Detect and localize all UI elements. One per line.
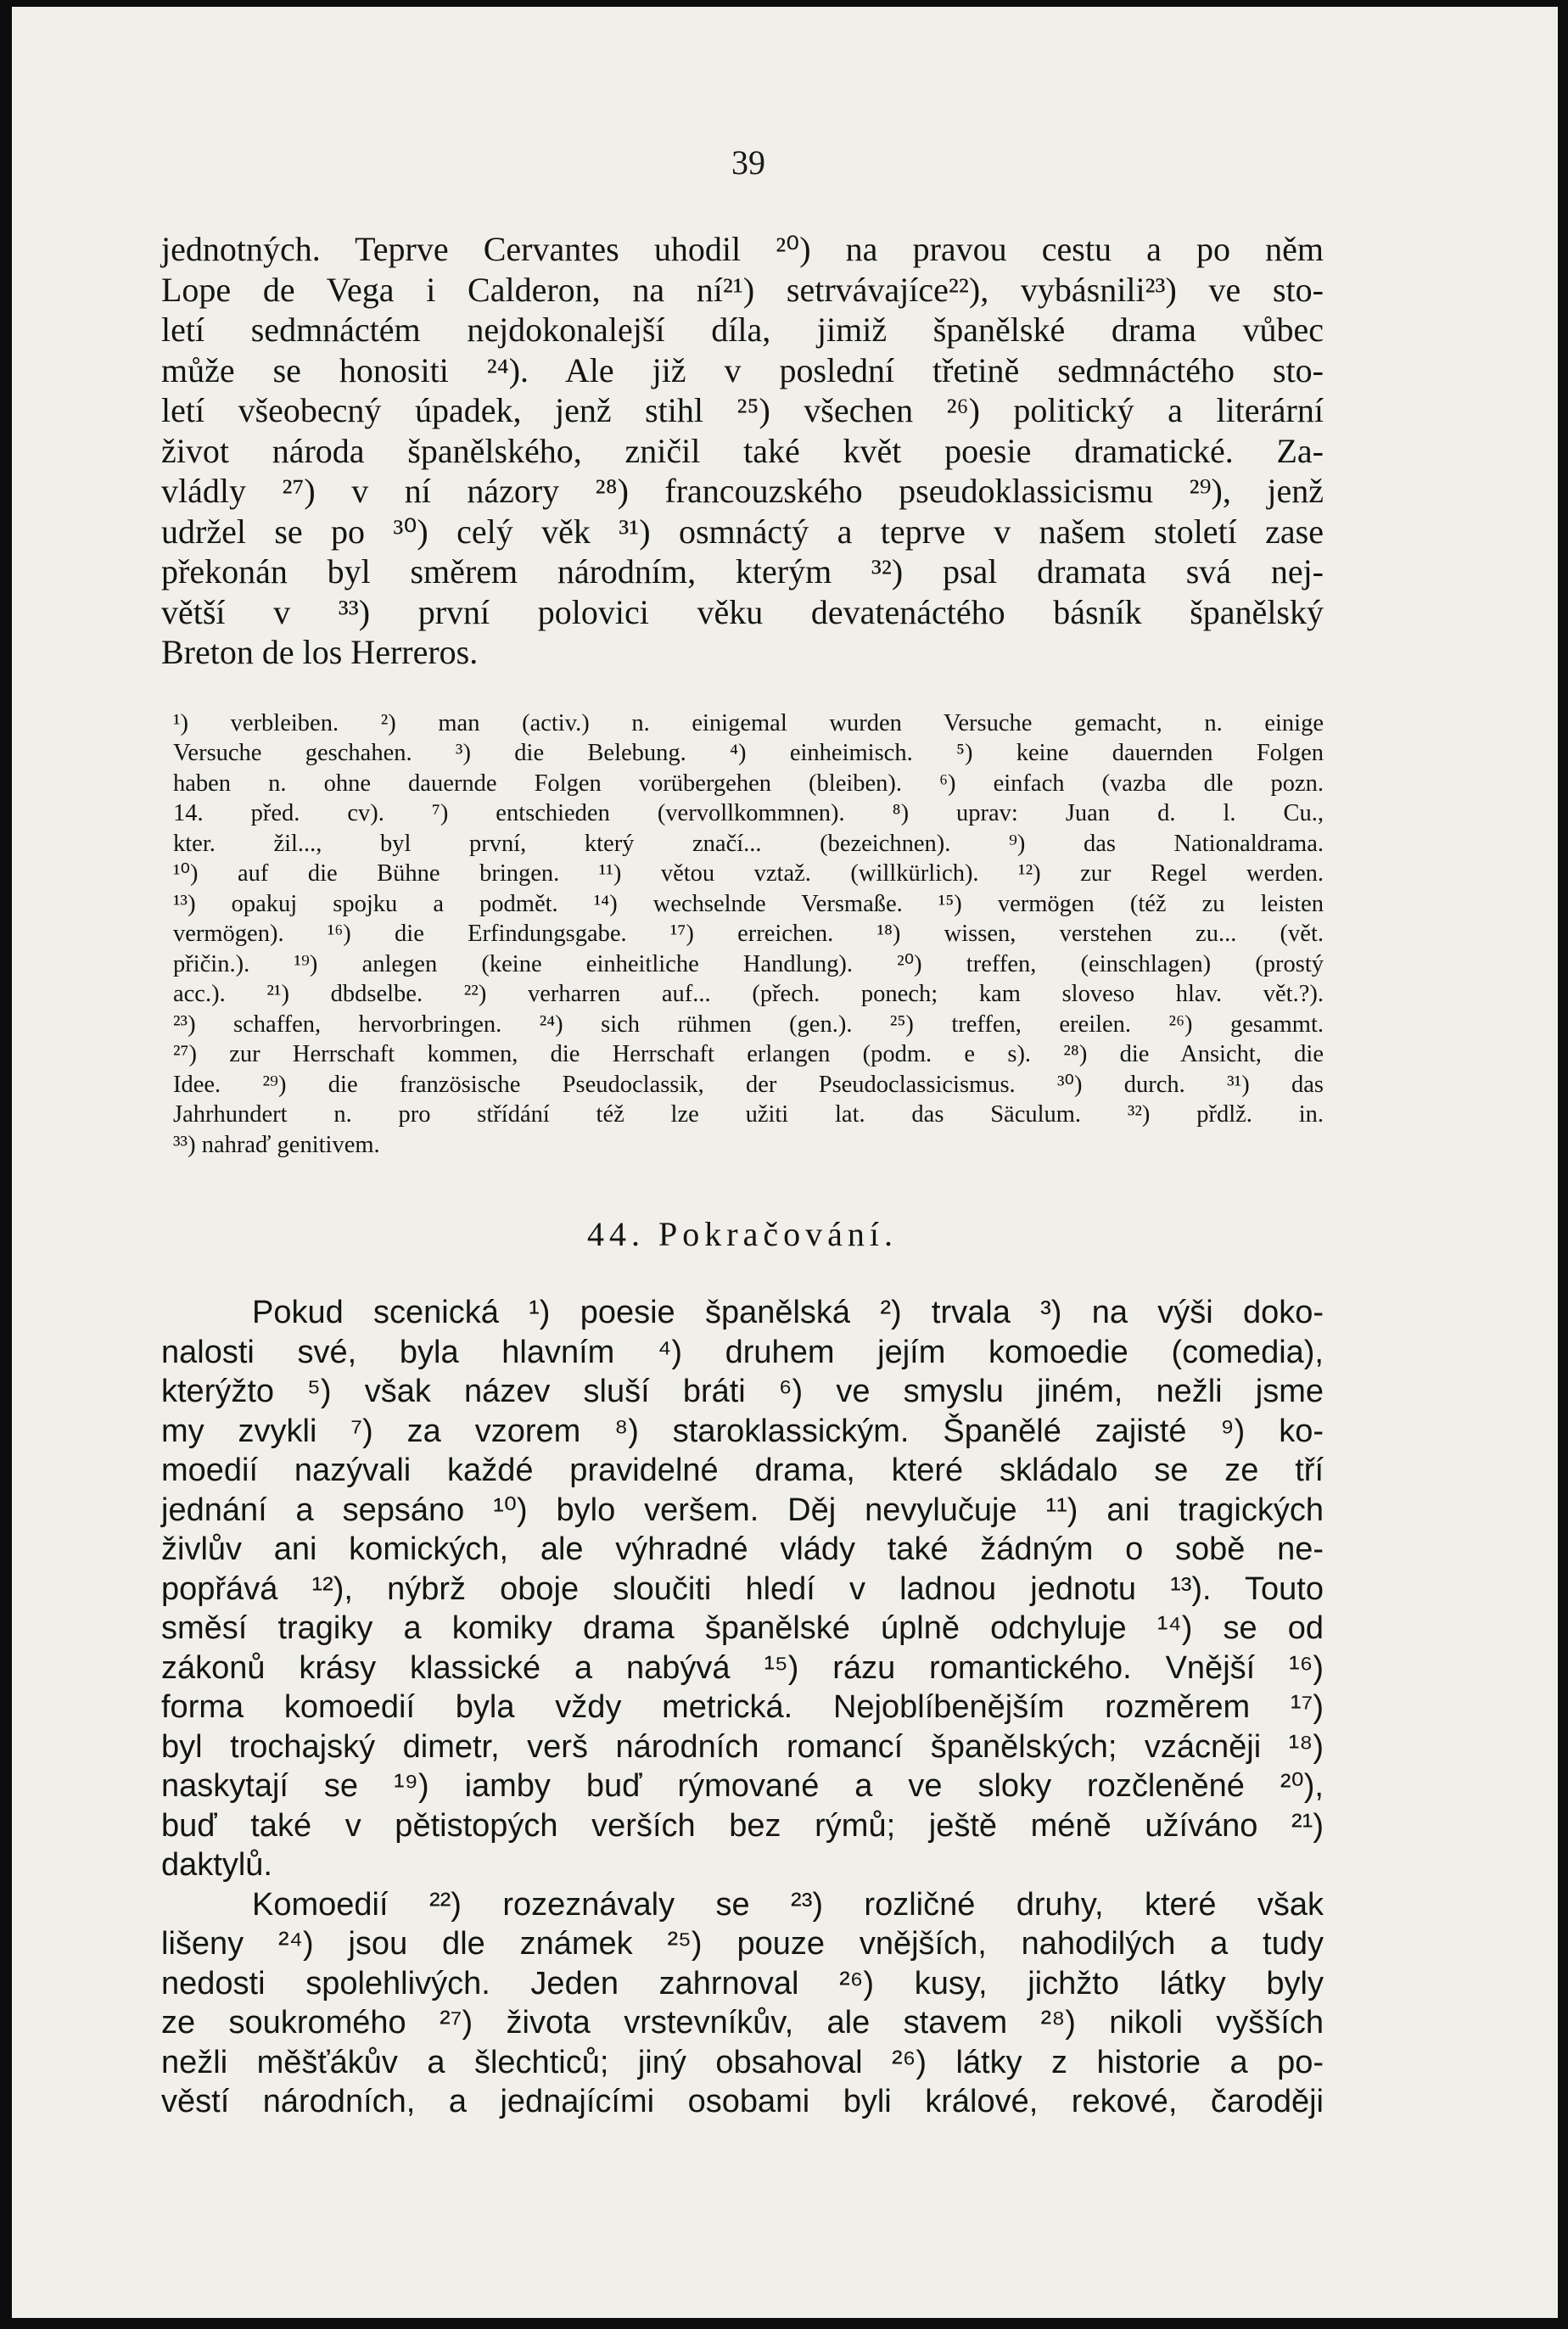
text-line: popřává ¹²), nýbrž oboje sloučiti hledí v ladnou jednotu ¹³). Touto <box>161 1570 1324 1607</box>
footnote-line: 14. před. cv). ⁷) entschieden (vervollkommnen). ⁸) uprav: Juan d. l. Cu., <box>173 800 1324 826</box>
text-line: překonán byl směrem národním, kterým ³²) psal dramata svá nej- <box>161 552 1324 591</box>
footnote-line: vermögen). ¹⁶) die Erfindungsgabe. ¹⁷) erreichen. ¹⁸) wissen, verstehen zu... (vět. <box>173 921 1324 947</box>
text-line: buď také v pětistopých verších bez rýmů; ještě méně užíváno ²¹) <box>161 1807 1324 1844</box>
footnote-line: acc.). ²¹) dbdselbe. ²²) verharren auf... (přech. ponech; kam sloveso hlav. vět.?). <box>173 981 1324 1007</box>
text-line: Pokud scenická ¹) poesie španělská ²) trvala ³) na výši doko- <box>252 1295 1324 1330</box>
text-line: moedií nazývali každé pravidelné drama, které skládalo se ze tří <box>161 1453 1324 1488</box>
text-line: věstí národních, a jednajícími osobami byli králové, rekové, čaroději <box>161 2084 1324 2119</box>
footnote-line: Versuche geschahen. ³) die Belebung. ⁴) einheimisch. ⁵) keine dauernden Folgen <box>173 740 1324 766</box>
section-heading: 44. Pokračování. <box>587 1215 898 1253</box>
main-text <box>161 229 1324 673</box>
text-line: Lope de Vega i Calderon, na ní²¹) setrvávajíce²²), vybásnili²³) ve sto- <box>161 270 1324 309</box>
text-line: větší v ³³) první polovici věku devatenáctého básník španělský <box>161 592 1324 631</box>
footnote-line: Jahrhundert n. pro střídání též lze užiti lat. das Säculum. ³²) přdlž. in. <box>173 1101 1324 1128</box>
footnote-line: ¹) verbleiben. ²) man (activ.) n. einigemal wurden Versuche gemacht, n. einige <box>173 709 1324 736</box>
footnote-line: přičin.). ¹⁹) anlegen (keine einheitliche Handlung). ²⁰) treffen, (einschlagen) (prostý <box>173 950 1324 977</box>
text-line: jednání a sepsáno ¹⁰) bylo veršem. Děj nevylučuje ¹¹) ani tragických <box>161 1492 1324 1528</box>
text-line: letí sedmnáctém nejdokonalejší díla, jimiž španělské drama vůbec <box>161 311 1324 349</box>
text-line: život národa španělského, zničil také květ poesie dramatické. Za- <box>161 431 1324 470</box>
text-line: Komoedií ²²) rozeznávaly se ²³) rozličné druhy, které však <box>252 1886 1324 1923</box>
text-line: zákonů krásy klassické a nabývá ¹⁵) rázu romantického. Vnější ¹⁶) <box>161 1649 1324 1686</box>
footnote-line: ²⁷) zur Herrschaft kommen, die Herrschaft erlangen (podm. e s). ²⁸) die Ansicht, die <box>173 1041 1324 1067</box>
footnote-line: ¹⁰) auf die Bühne bringen. ¹¹) větou vztaž. (willkürlich). ¹²) zur Regel werden. <box>173 860 1324 887</box>
text-line: může se honositi ²⁴). Ale již v poslední třetině sedmnáctého sto- <box>161 350 1324 389</box>
text-line: byl trochajský dimetr, verš národních romancí španělských; vzácněji ¹⁸) <box>161 1728 1324 1765</box>
text-line: jednotných. Teprve Cervantes uhodil ²⁰) na pravou cestu a po něm <box>161 230 1324 268</box>
footnote-line: ¹³) opakuj spojku a podmět. ¹⁴) wechselnde Versmaße. ¹⁵) vermögen (též zu leisten <box>173 890 1324 917</box>
text-line: nežli měšťákův a šlechticů; jiný obsahoval ²⁶) látky z historie a po- <box>161 2044 1324 2080</box>
text-line: forma komoedií byla vždy metrická. Nejoblíbenějším rozměrem ¹⁷) <box>161 1689 1324 1725</box>
text-line: vládly ²⁷) v ní názory ²⁸) francouzského pseudoklassicismu ²⁹), jenž <box>161 472 1324 510</box>
text-line: směsí tragiky a komiky drama španělské úplně odchyluje ¹⁴) se od <box>161 1610 1324 1646</box>
page-content <box>161 229 1324 2122</box>
text-line: naskytají se ¹⁹) iamby buď rýmované a ve sloky rozčleněné ²⁰), <box>161 1768 1324 1804</box>
footnote-line: kter. žil..., byl první, který značí... (bezeichnen). ⁹) das Nationaldrama. <box>173 830 1324 857</box>
text-line: my zvykli ⁷) za vzorem ⁸) staroklassickým. Španělé zajisté ⁹) ko- <box>161 1413 1324 1449</box>
text-line: kterýžto ⁵) však název sluší bráti ⁶) ve smyslu jiném, nežli jsme <box>161 1374 1324 1409</box>
text-line: nedosti spolehlivých. Jeden zahrnoval ²⁶) kusy, jichžto látky byly <box>161 1965 1324 2001</box>
footnotes <box>161 708 1324 1161</box>
text-line: ze soukromého ²⁷) života vrstevníkův, ale stavem ²⁸) nikoli vyšších <box>161 2005 1324 2041</box>
text-line: letí všeobecný úpadek, jenž stihl ²⁵) všechen ²⁶) politický a literární <box>161 391 1324 429</box>
book-page <box>12 7 1558 2318</box>
text-line: daktylů. <box>161 1847 272 1883</box>
footnote-line: Idee. ²⁹) die französische Pseudoclassik, der Pseudoclassicismus. ³⁰) durch. ³¹) das <box>173 1071 1324 1098</box>
section-text <box>161 1293 1324 2122</box>
text-line: Breton de los Herreros. <box>161 633 479 671</box>
text-line: nalosti své, byla hlavním ⁴) druhem jejím komoedie (comedia), <box>161 1334 1324 1370</box>
text-line: lišeny ²⁴) jsou dle známek ²⁵) pouze vnějších, nahodilých a tudy <box>161 1926 1324 1962</box>
footnote-line: ²³) schaffen, hervorbringen. ²⁴) sich rühmen (gen.). ²⁵) treffen, ereilen. ²⁶) gesammt. <box>173 1011 1324 1038</box>
page-number: 39 <box>731 143 765 182</box>
footnote-line: ³³) nahraď genitivem. <box>173 1131 380 1158</box>
footnote-line: haben n. ohne dauernde Folgen vorübergehen (bleiben). ⁶) einfach (vazba dle pozn. <box>173 770 1324 797</box>
text-line: udržel se po ³⁰) celý věk ³¹) osmnáctý a teprve v našem století zase <box>161 512 1324 551</box>
text-line: živlův ani komických, ale výhradné vlády také žádným o sobě ne- <box>161 1531 1324 1567</box>
